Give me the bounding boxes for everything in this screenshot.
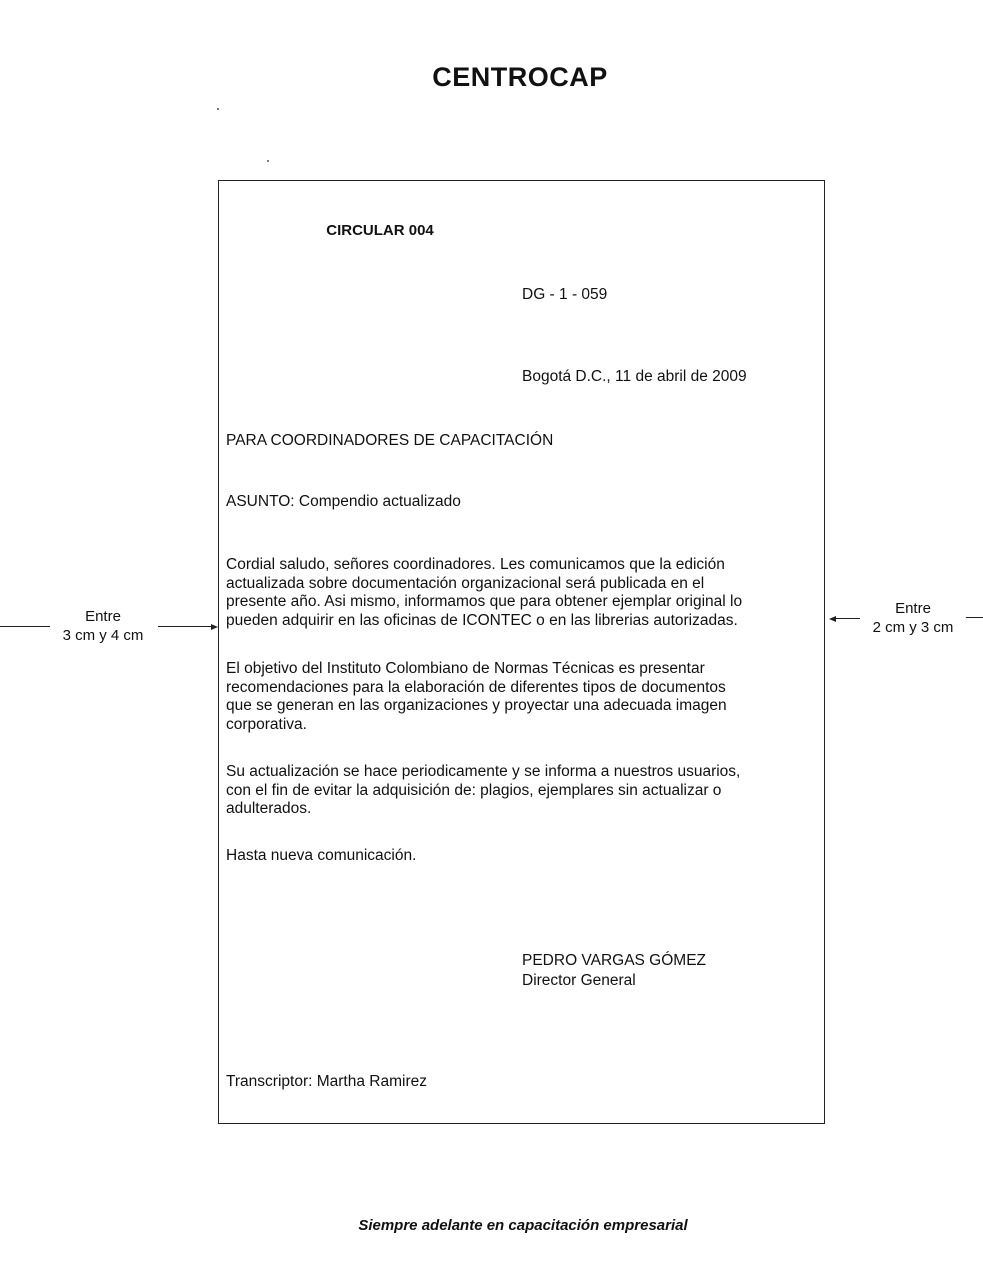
paragraph-line: corporativa. — [226, 715, 307, 733]
scan-speck — [217, 108, 219, 110]
transcriber-line: Transcriptor: Martha Ramirez — [226, 1073, 427, 1090]
right-dimension-line — [836, 618, 860, 619]
left-arrow-icon — [211, 624, 218, 630]
paragraph-line: recomendaciones para la elaboración de diferentes tipos de documentos — [226, 678, 726, 696]
left-dimension-line — [0, 626, 50, 627]
company-title: CENTROCAP — [432, 62, 608, 92]
recipient-line: PARA COORDINADORES DE CAPACITACIÓN — [226, 432, 554, 449]
right-arrow-icon — [829, 616, 836, 622]
reference-code: DG - 1 - 059 — [522, 286, 608, 303]
left-margin-label — [40, 607, 166, 645]
body-paragraph-2 — [226, 660, 727, 734]
body-paragraph-3 — [226, 763, 740, 819]
paragraph-line: con el fin de evitar la adquisición de: plagios, ejemplares sin actualizar o — [226, 781, 722, 799]
subject-line: ASUNTO: Compendio actualizado — [226, 493, 461, 510]
paragraph-line: presente año. Asi mismo, informamos que para obtener ejemplar original lo — [226, 593, 743, 610]
signatory-title: Director General — [522, 972, 636, 989]
paragraph-line: adulterados. — [226, 800, 312, 817]
right-margin-label-line2: 2 cm y 3 cm — [872, 619, 954, 636]
left-margin-label-line2: 3 cm y 4 cm — [62, 627, 144, 644]
closing-line: Hasta nueva comunicación. — [226, 847, 417, 864]
paragraph-line: Su actualización se hace periodicamente y se informa a nuestros usuarios, — [226, 763, 741, 780]
paragraph-line: que se generan en las organizaciones y proyectar una adecuada imagen — [226, 697, 727, 714]
scan-speck — [267, 160, 269, 162]
left-margin-label-line1: Entre — [85, 608, 121, 625]
paragraph-line: pueden adquirir en las oficinas de ICONTEC o en las librerias autorizadas. — [226, 611, 738, 629]
place-date: Bogotá D.C., 11 de abril de 2009 — [522, 368, 747, 385]
paragraph-line: Cordial saludo, señores coordinadores. Les comunicamos que la edición — [226, 556, 725, 573]
left-dimension-line — [158, 626, 212, 627]
paragraph-line: actualizada sobre documentación organizacional será publicada en el — [226, 574, 705, 592]
right-margin-label — [853, 599, 973, 637]
right-margin-label-line1: Entre — [895, 600, 931, 617]
footer-slogan: Siempre adelante en capacitación empresarial — [358, 1217, 688, 1234]
signatory-name: PEDRO VARGAS GÓMEZ — [522, 952, 707, 969]
paragraph-line: El objetivo del Instituto Colombiano de Normas Técnicas es presentar — [226, 660, 705, 677]
body-paragraph-1 — [226, 556, 742, 630]
circular-title: CIRCULAR 004 — [326, 222, 434, 239]
right-dimension-line — [966, 617, 983, 618]
